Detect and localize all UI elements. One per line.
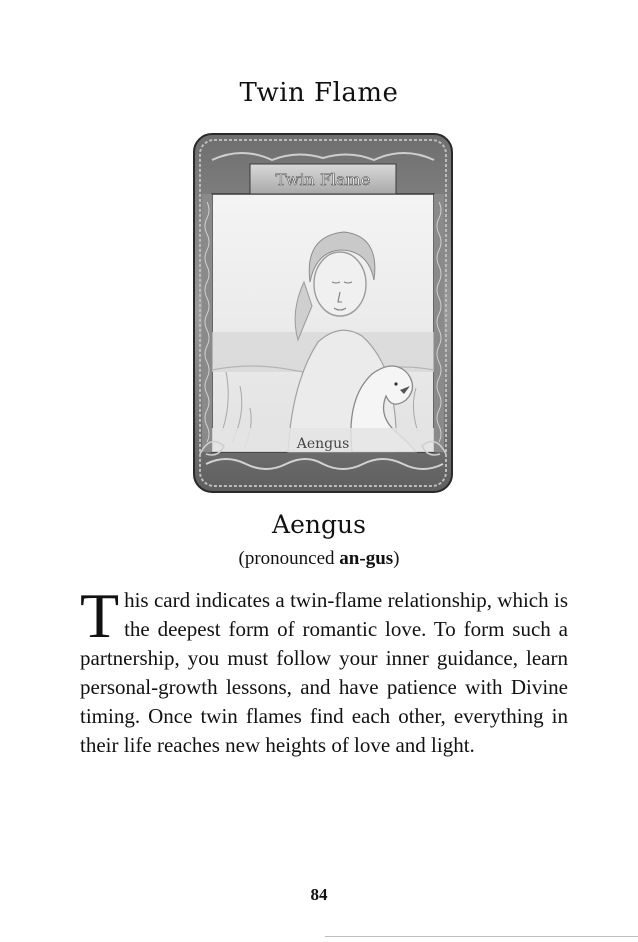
pronunciation-open: (pronounced [238, 548, 340, 569]
drop-cap: T [80, 580, 120, 651]
pronunciation-close: ) [393, 548, 400, 569]
card-description [80, 580, 568, 760]
card-bottom-label: Aengus [296, 436, 350, 452]
oracle-card-image [192, 132, 454, 494]
page-title: Twin Flame [239, 78, 399, 108]
bottom-edge-line [325, 936, 638, 937]
pronunciation-word: an-gus [339, 548, 394, 569]
description-text: his card indicates a twin-flame relationship, which is the deepest form of romantic love. To form such a partnership, you must follow your inner guidance, learn personal-growth lessons, and have patience with Divine timing. Once twin flames find each other, everything in their life reaches new heights of love and light. [80, 588, 568, 757]
deity-name: Aengus [272, 510, 366, 539]
pronunciation-line [0, 548, 638, 570]
page-number: 84 [310, 885, 328, 904]
card-top-label: Twin Flame [275, 170, 371, 189]
